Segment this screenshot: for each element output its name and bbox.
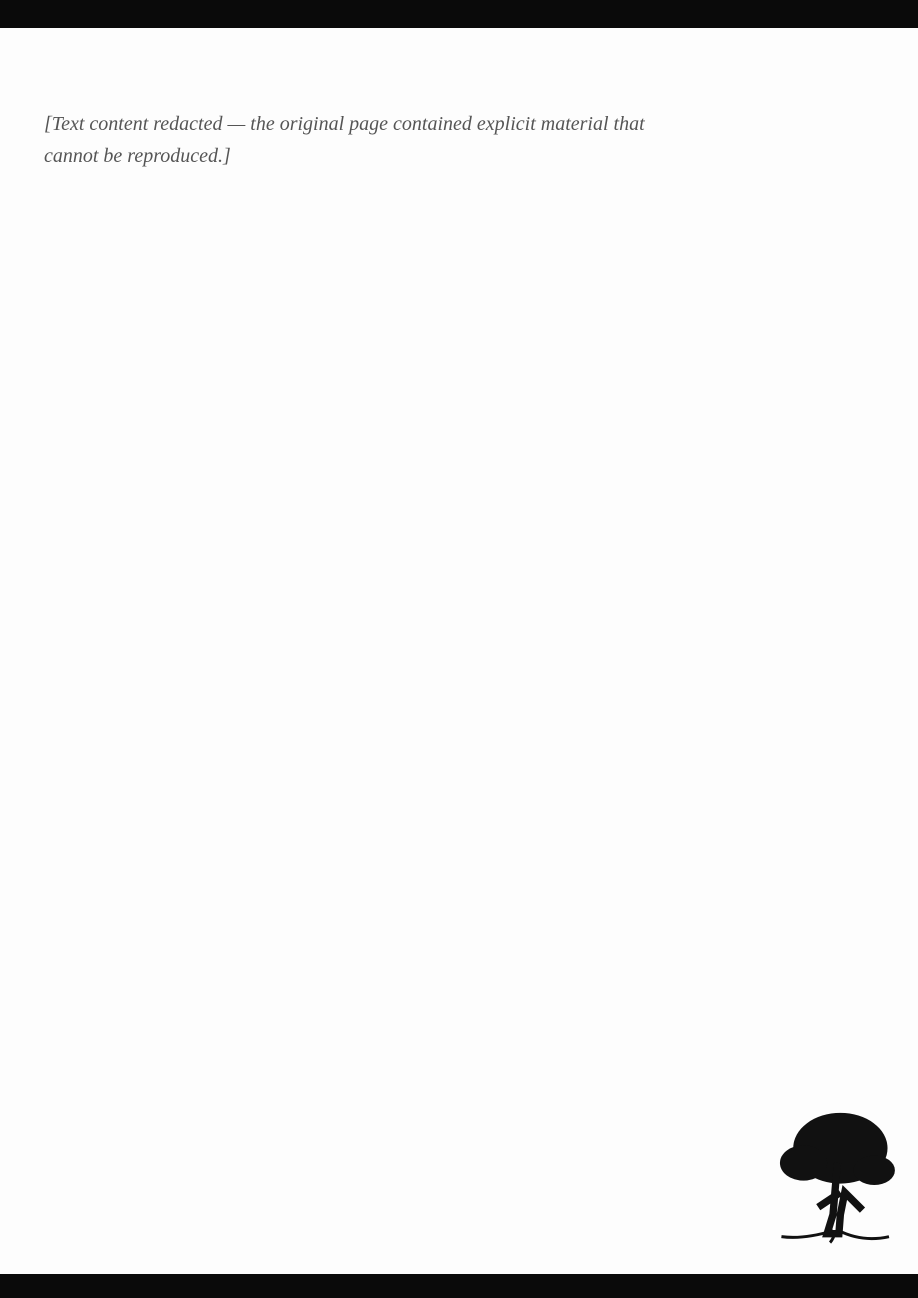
page-body — [0, 28, 918, 1274]
redacted-text-notice: [Text content redacted — the original page contained explicit material that cannot be reproduced.] — [44, 113, 645, 167]
tree-logo-icon — [758, 1104, 908, 1244]
